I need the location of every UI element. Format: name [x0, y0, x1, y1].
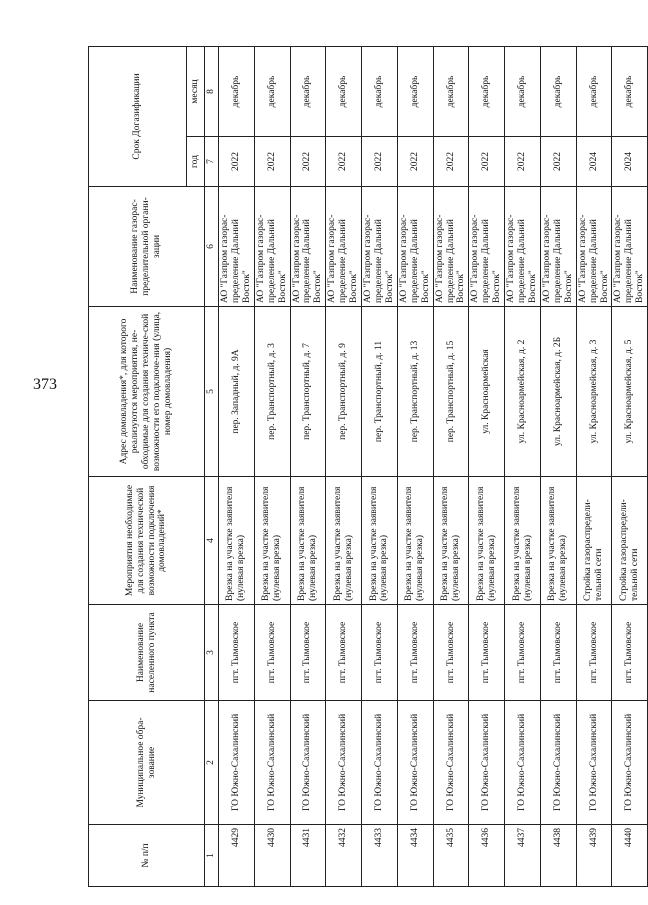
municipality-cell: ГО Южно-Сахалинский — [326, 701, 362, 825]
row-number: 4433 — [362, 825, 398, 887]
table-row — [326, 47, 362, 887]
address-cell: ул. Красноармейская, д. 2 — [505, 307, 541, 477]
address-cell: пер. Транспортный, д. 3 — [254, 307, 290, 477]
measure-cell: Стройка газораспредели-тельной сети — [576, 477, 612, 605]
address-cell: пер. Западный, д. 9А — [219, 307, 255, 477]
municipality-cell: ГО Южно-Сахалинский — [433, 701, 469, 825]
table-row — [469, 47, 505, 887]
municipality-cell: ГО Южно-Сахалинский — [397, 701, 433, 825]
municipality-cell: ГО Южно-Сахалинский — [219, 701, 255, 825]
table-row — [505, 47, 541, 887]
page-number: 373 — [33, 376, 57, 393]
gdo-cell: АО "Газпром газорас-пределение Дальний Восток" — [290, 187, 326, 307]
month-cell: декабрь — [540, 47, 576, 137]
gdo-cell: АО "Газпром газорас-пределение Дальний Восток" — [326, 187, 362, 307]
municipality-cell: ГО Южно-Сахалинский — [612, 701, 648, 825]
year-cell: 2022 — [469, 137, 505, 187]
address-cell: ул. Красноармейская, д. 5 — [612, 307, 648, 477]
row-number: 4434 — [397, 825, 433, 887]
column-number: 8 — [205, 47, 219, 137]
address-cell: пер. Транспортный, д. 15 — [433, 307, 469, 477]
gdo-cell: АО "Газпром газорас-пределение Дальний Восток" — [612, 187, 648, 307]
header-gdo: Наименование газорас-пределительной органи-зации — [89, 187, 205, 307]
row-number: 4437 — [505, 825, 541, 887]
table-header — [89, 47, 219, 887]
year-cell: 2022 — [362, 137, 398, 187]
row-number: 4429 — [219, 825, 255, 887]
settlement-cell: пгт. Тымовское — [433, 605, 469, 701]
header-month: месяц — [187, 47, 205, 137]
settlement-cell: пгт. Тымовское — [254, 605, 290, 701]
column-number: 3 — [205, 605, 219, 701]
table-row — [576, 47, 612, 887]
table-row — [290, 47, 326, 887]
measure-cell: Врезка на участке заявителя (нулевая врезка) — [219, 477, 255, 605]
municipality-cell: ГО Южно-Сахалинский — [469, 701, 505, 825]
month-cell: декабрь — [505, 47, 541, 137]
table-row — [397, 47, 433, 887]
settlement-cell: пгт. Тымовское — [290, 605, 326, 701]
month-cell: декабрь — [362, 47, 398, 137]
settlement-cell: пгт. Тымовское — [362, 605, 398, 701]
address-cell: ул. Красноармейская — [469, 307, 505, 477]
municipality-cell: ГО Южно-Сахалинский — [290, 701, 326, 825]
month-cell: декабрь — [469, 47, 505, 137]
year-cell: 2024 — [612, 137, 648, 187]
measure-cell: Врезка на участке заявителя (нулевая врезка) — [505, 477, 541, 605]
header-settlement: Наименование населенного пункта — [89, 605, 205, 701]
address-cell: ул. Красноармейская, д. 2Б — [540, 307, 576, 477]
table-body — [219, 47, 648, 887]
address-cell: ул. Красноармейская, д. 3 — [576, 307, 612, 477]
municipality-cell: ГО Южно-Сахалинский — [540, 701, 576, 825]
month-cell: декабрь — [576, 47, 612, 137]
column-number: 4 — [205, 477, 219, 605]
table-row — [433, 47, 469, 887]
municipality-cell: ГО Южно-Сахалинский — [362, 701, 398, 825]
month-cell: декабрь — [254, 47, 290, 137]
header-num: № п/п — [89, 825, 205, 887]
column-number: 1 — [205, 825, 219, 887]
column-number: 5 — [205, 307, 219, 477]
gdo-cell: АО "Газпром газорас-пределение Дальний Восток" — [362, 187, 398, 307]
row-number: 4431 — [290, 825, 326, 887]
month-cell: декабрь — [290, 47, 326, 137]
settlement-cell: пгт. Тымовское — [326, 605, 362, 701]
gdo-cell: АО "Газпром газорас-пределение Дальний Восток" — [254, 187, 290, 307]
settlement-cell: пгт. Тымовское — [576, 605, 612, 701]
table-row — [254, 47, 290, 887]
column-number: 6 — [205, 187, 219, 307]
year-cell: 2022 — [290, 137, 326, 187]
year-cell: 2022 — [433, 137, 469, 187]
year-cell: 2022 — [254, 137, 290, 187]
month-cell: декабрь — [612, 47, 648, 137]
municipality-cell: ГО Южно-Сахалинский — [254, 701, 290, 825]
year-cell: 2022 — [326, 137, 362, 187]
year-cell: 2022 — [397, 137, 433, 187]
header-year: год — [187, 137, 205, 187]
gdo-cell: АО "Газпром газорас-пределение Дальний Восток" — [219, 187, 255, 307]
municipality-cell: ГО Южно-Сахалинский — [505, 701, 541, 825]
row-number: 4432 — [326, 825, 362, 887]
row-number: 4438 — [540, 825, 576, 887]
month-cell: декабрь — [326, 47, 362, 137]
measure-cell: Врезка на участке заявителя (нулевая врезка) — [540, 477, 576, 605]
header-address: Адрес домовладения*, для которого реализуются мероприятия, не-обходимые для создания техниче-ской возможности его подключе-ния (улица, номер домовладения) — [89, 307, 205, 477]
gasification-table — [88, 46, 648, 887]
measure-cell: Врезка на участке заявителя (нулевая врезка) — [397, 477, 433, 605]
year-cell: 2022 — [505, 137, 541, 187]
settlement-cell: пгт. Тымовское — [505, 605, 541, 701]
row-number: 4439 — [576, 825, 612, 887]
measure-cell: Врезка на участке заявителя (нулевая врезка) — [433, 477, 469, 605]
address-cell: пер. Транспортный, д. 13 — [397, 307, 433, 477]
table-row — [362, 47, 398, 887]
address-cell: пер. Транспортный, д. 7 — [290, 307, 326, 477]
column-number-row — [205, 47, 219, 887]
row-number: 4436 — [469, 825, 505, 887]
gdo-cell: АО "Газпром газорас-пределение Дальний Восток" — [576, 187, 612, 307]
gdo-cell: АО "Газпром газорас-пределение Дальний Восток" — [540, 187, 576, 307]
header-term: Срок Догазификации — [89, 47, 187, 187]
year-cell: 2022 — [540, 137, 576, 187]
address-cell: пер. Транспортный, д. 11 — [362, 307, 398, 477]
column-number: 2 — [205, 701, 219, 825]
gdo-cell: АО "Газпром газорас-пределение Дальний Восток" — [397, 187, 433, 307]
month-cell: декабрь — [397, 47, 433, 137]
rotated-page-content — [88, 47, 646, 887]
measure-cell: Стройка газораспредели-тельной сети — [612, 477, 648, 605]
gdo-cell: АО "Газпром газорас-пределение Дальний Восток" — [505, 187, 541, 307]
year-cell: 2022 — [219, 137, 255, 187]
settlement-cell: пгт. Тымовское — [469, 605, 505, 701]
settlement-cell: пгт. Тымовское — [612, 605, 648, 701]
month-cell: декабрь — [433, 47, 469, 137]
header-measures: Мероприятия необходимые для создания технической возможности подключения домовладений* — [89, 477, 205, 605]
gdo-cell: АО "Газпром газорас-пределение Дальний Восток" — [469, 187, 505, 307]
address-cell: пер. Транспортный, д. 9 — [326, 307, 362, 477]
measure-cell: Врезка на участке заявителя (нулевая врезка) — [469, 477, 505, 605]
row-number: 4430 — [254, 825, 290, 887]
municipality-cell: ГО Южно-Сахалинский — [576, 701, 612, 825]
measure-cell: Врезка на участке заявителя (нулевая врезка) — [290, 477, 326, 605]
gdo-cell: АО "Газпром газорас-пределение Дальний Восток" — [433, 187, 469, 307]
table-row — [612, 47, 648, 887]
year-cell: 2024 — [576, 137, 612, 187]
row-number: 4440 — [612, 825, 648, 887]
measure-cell: Врезка на участке заявителя (нулевая врезка) — [254, 477, 290, 605]
table-row — [540, 47, 576, 887]
measure-cell: Врезка на участке заявителя (нулевая врезка) — [326, 477, 362, 605]
measure-cell: Врезка на участке заявителя (нулевая врезка) — [362, 477, 398, 605]
settlement-cell: пгт. Тымовское — [540, 605, 576, 701]
header-municipality: Муниципальное обра-зование — [89, 701, 205, 825]
row-number: 4435 — [433, 825, 469, 887]
month-cell: декабрь — [219, 47, 255, 137]
table-row — [219, 47, 255, 887]
settlement-cell: пгт. Тымовское — [397, 605, 433, 701]
settlement-cell: пгт. Тымовское — [219, 605, 255, 701]
column-number: 7 — [205, 137, 219, 187]
